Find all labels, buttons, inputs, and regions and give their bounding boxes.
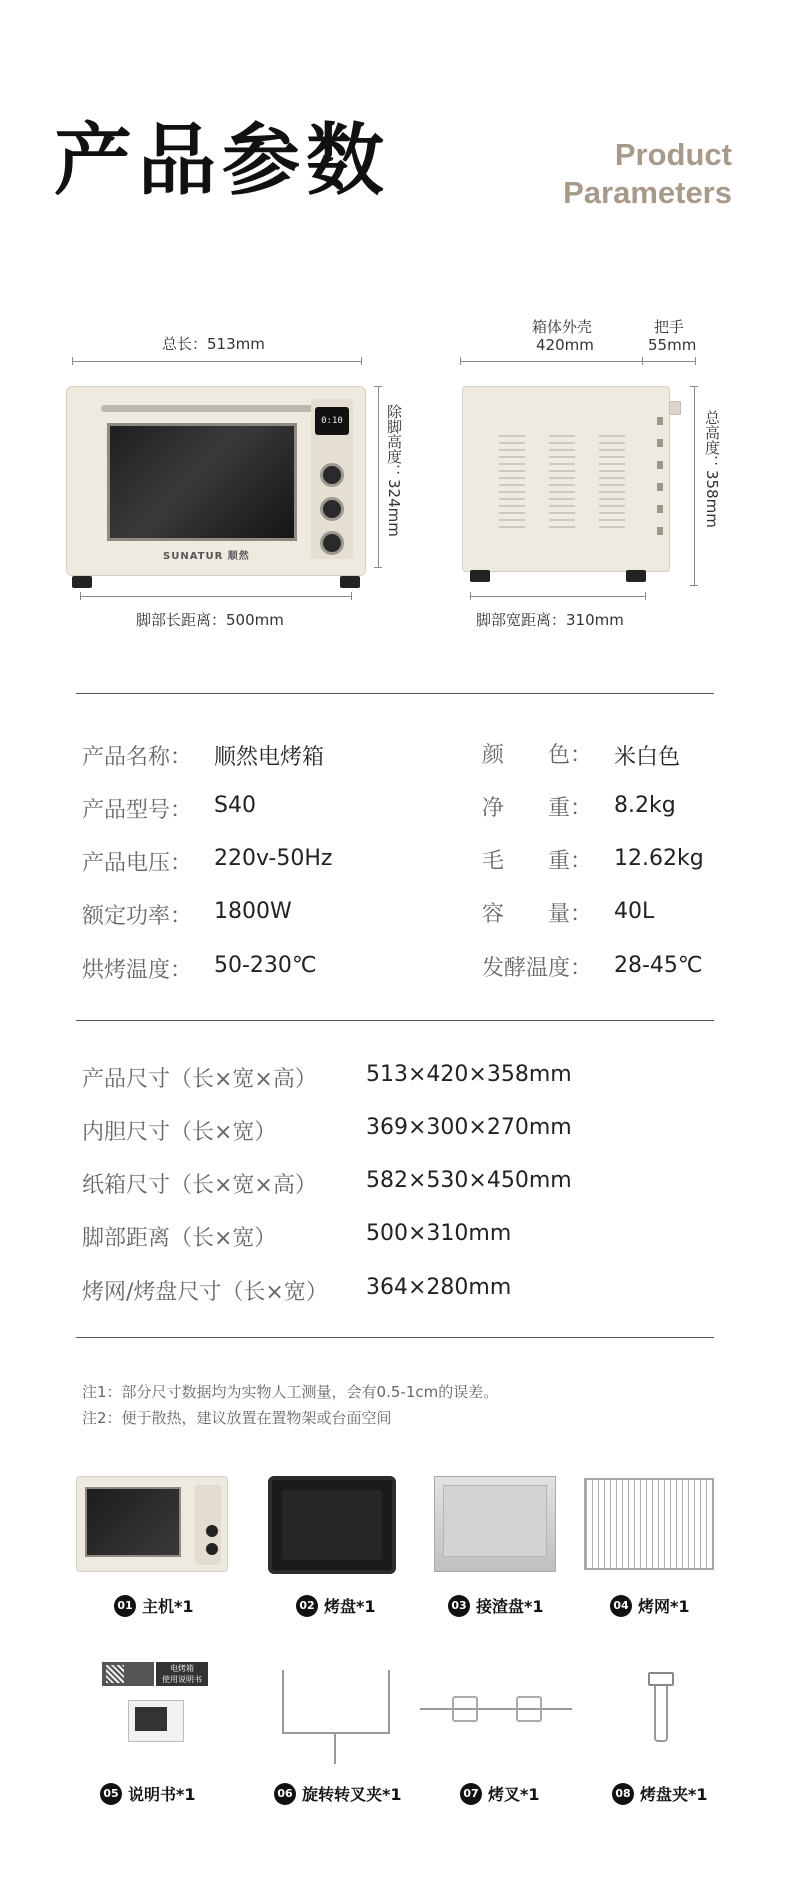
accessory-number: 08: [612, 1783, 634, 1805]
oven-handle: [101, 405, 315, 412]
dim-tick: [690, 585, 698, 586]
accessory-label-rotisserie-holder: [274, 1782, 402, 1805]
knob-icon: [320, 463, 344, 487]
manual-title-line1: 电烤箱: [170, 1664, 194, 1673]
spec-label-color: 颜 色：: [482, 743, 593, 768]
oven-display: [315, 407, 349, 435]
accessory-label-tray-clip: [612, 1782, 708, 1805]
accessory-baking-tray-image: [268, 1476, 396, 1574]
spec-label-voltage: 产品电压：: [82, 851, 193, 876]
section-divider: [76, 1337, 714, 1338]
spec-label-capacity: 容 量：: [482, 902, 593, 927]
total-length-line: [72, 361, 362, 362]
tray-inner: [443, 1485, 547, 1557]
dim-tick: [690, 386, 698, 387]
accessory-number: 03: [448, 1595, 470, 1617]
oven-brand-logo: SUNATUR 顺然: [163, 551, 250, 562]
oven-foot: [626, 570, 646, 582]
box-shell-label: 箱体外壳: [532, 318, 593, 336]
foot-width-label: 脚部宽距离：310mm: [476, 611, 624, 629]
accessory-name: 烤盘*1: [324, 1597, 376, 1616]
spec-value-gross-weight: 12.62kg: [614, 846, 704, 871]
knob-icon: [206, 1525, 218, 1537]
accessory-crumb-tray-image: [434, 1476, 556, 1572]
page-title-en-line1: Product: [614, 137, 732, 172]
manual-cover-card: [156, 1662, 208, 1686]
spec-value-model: S40: [214, 793, 256, 818]
section-divider: [76, 1020, 714, 1021]
oven-foot: [72, 576, 92, 588]
accessory-manual-image: [128, 1700, 184, 1742]
spec-value-bake-temp: 50-230℃: [214, 953, 317, 978]
side-vent: [499, 435, 525, 531]
tray-clip-handle: [648, 1672, 674, 1686]
oven-door-glass: [85, 1487, 181, 1557]
spec-label-net-weight: 净 重：: [482, 796, 593, 821]
height-without-feet-label: 除脚高度：324mm: [385, 404, 403, 537]
accessory-label-wire-rack: [610, 1594, 690, 1617]
knob-icon: [320, 497, 344, 521]
tray-clip-wire: [654, 1686, 668, 1742]
accessory-main-unit-image: [76, 1476, 228, 1572]
foot-length-line: [80, 596, 352, 597]
size-value-rack: 364×280mm: [366, 1275, 512, 1300]
accessory-name: 旋转转叉夹*1: [302, 1785, 402, 1804]
size-label-carton: 纸箱尺寸（长×宽×高）: [82, 1173, 317, 1198]
spec-label-name: 产品名称：: [82, 745, 193, 770]
accessory-number: 02: [296, 1595, 318, 1617]
dim-tick: [695, 357, 696, 365]
rotisserie-holder-wire: [282, 1670, 284, 1734]
spec-value-capacity: 40L: [614, 899, 655, 924]
oven-door-glass: [107, 423, 297, 541]
accessory-label-main-unit: [114, 1594, 194, 1617]
page-title-en-line2: Parameters: [563, 175, 732, 210]
spec-label-bake-temp: 烘烤温度：: [82, 958, 193, 983]
size-value-inner: 369×300×270mm: [366, 1115, 572, 1140]
accessory-number: 06: [274, 1783, 296, 1805]
dim-tick: [460, 357, 461, 365]
accessory-number: 05: [100, 1783, 122, 1805]
dim-tick: [80, 592, 81, 600]
foot-length-label: 脚部长距离：500mm: [136, 611, 284, 629]
size-value-feet: 500×310mm: [366, 1221, 512, 1246]
oven-side-view: [462, 386, 670, 572]
accessory-label-rotisserie-fork: [460, 1782, 540, 1805]
dim-tick: [374, 386, 382, 387]
manual-title-line2: 使用说明书: [162, 1675, 202, 1684]
total-height-line: [694, 386, 695, 586]
size-label-inner: 内胆尺寸（长×宽）: [82, 1120, 277, 1145]
spec-value-net-weight: 8.2kg: [614, 793, 676, 818]
manual-qr-card: [102, 1662, 154, 1686]
side-vent: [599, 435, 625, 531]
rotisserie-fork-prong: [516, 1696, 542, 1722]
size-label-feet: 脚部距离（长×宽）: [82, 1226, 277, 1251]
spec-value-name: 顺然电烤箱: [214, 745, 325, 770]
dim-tick: [642, 357, 643, 365]
rotisserie-holder-handle: [334, 1732, 336, 1764]
accessory-label-baking-tray: [296, 1594, 376, 1617]
accessory-name: 接渣盘*1: [476, 1597, 544, 1616]
total-height-label: 总高度：358mm: [703, 410, 721, 528]
side-vent: [549, 435, 575, 531]
handle-label: 把手: [654, 318, 685, 336]
height-line: [378, 386, 379, 568]
accessory-name: 烤网*1: [638, 1597, 690, 1616]
rotisserie-fork-prong: [452, 1696, 478, 1722]
accessory-number: 01: [114, 1595, 136, 1617]
rotisserie-spit: [420, 1708, 572, 1710]
spec-label-power: 额定功率：: [82, 904, 193, 929]
accessory-wire-rack-image: [584, 1478, 714, 1570]
side-width-line: [460, 361, 696, 362]
spec-label-model: 产品型号：: [82, 798, 193, 823]
dim-tick: [72, 357, 73, 365]
foot-width-line: [470, 596, 646, 597]
spec-value-voltage: 220v-50Hz: [214, 846, 333, 871]
spec-label-ferment-temp: 发酵温度：: [482, 956, 593, 981]
box-shell-value: 420mm: [536, 336, 594, 354]
page-title-cn: 产品参数: [54, 116, 391, 206]
dim-tick: [470, 592, 471, 600]
accessory-name: 说明书*1: [128, 1785, 196, 1804]
rotisserie-holder-wire: [282, 1732, 390, 1734]
size-label-product: 产品尺寸（长×宽×高）: [82, 1067, 317, 1092]
note-1: 注1：部分尺寸数据均为实物人工测量，会有0.5-1cm的误差。: [82, 1383, 499, 1401]
side-slots: [657, 417, 663, 549]
section-divider: [76, 693, 714, 694]
manual-oven-picture: [135, 1707, 167, 1731]
qr-code-icon: [106, 1665, 124, 1683]
oven-foot: [470, 570, 490, 582]
handle-value: 55mm: [648, 336, 697, 354]
oven-front-view: [66, 386, 366, 576]
side-handle: [669, 401, 681, 415]
size-value-carton: 582×530×450mm: [366, 1168, 572, 1193]
dim-tick: [645, 592, 646, 600]
spec-value-color: 米白色: [614, 745, 681, 770]
rotisserie-holder-wire: [388, 1670, 390, 1734]
size-value-product: 513×420×358mm: [366, 1062, 572, 1087]
knob-icon: [206, 1543, 218, 1555]
accessory-name: 主机*1: [142, 1597, 194, 1616]
note-2: 注2：便于散热，建议放置在置物架或台面空间: [82, 1409, 392, 1427]
display-text: 0:10: [321, 416, 343, 426]
accessory-label-manual: [100, 1782, 196, 1805]
knob-icon: [320, 531, 344, 555]
accessory-name: 烤盘夹*1: [640, 1785, 708, 1804]
spec-value-power: 1800W: [214, 899, 292, 924]
size-label-rack: 烤网/烤盘尺寸（长×宽）: [82, 1280, 328, 1305]
accessory-number: 04: [610, 1595, 632, 1617]
accessory-name: 烤叉*1: [488, 1785, 540, 1804]
spec-value-ferment-temp: 28-45℃: [614, 953, 703, 978]
oven-foot: [340, 576, 360, 588]
dim-tick: [374, 567, 382, 568]
spec-label-gross-weight: 毛 重：: [482, 849, 593, 874]
dim-tick: [361, 357, 362, 365]
accessory-number: 07: [460, 1783, 482, 1805]
tray-inner: [282, 1490, 382, 1560]
dim-tick: [351, 592, 352, 600]
total-length-label: 总长：513mm: [162, 335, 265, 353]
accessory-label-crumb-tray: [448, 1594, 544, 1617]
